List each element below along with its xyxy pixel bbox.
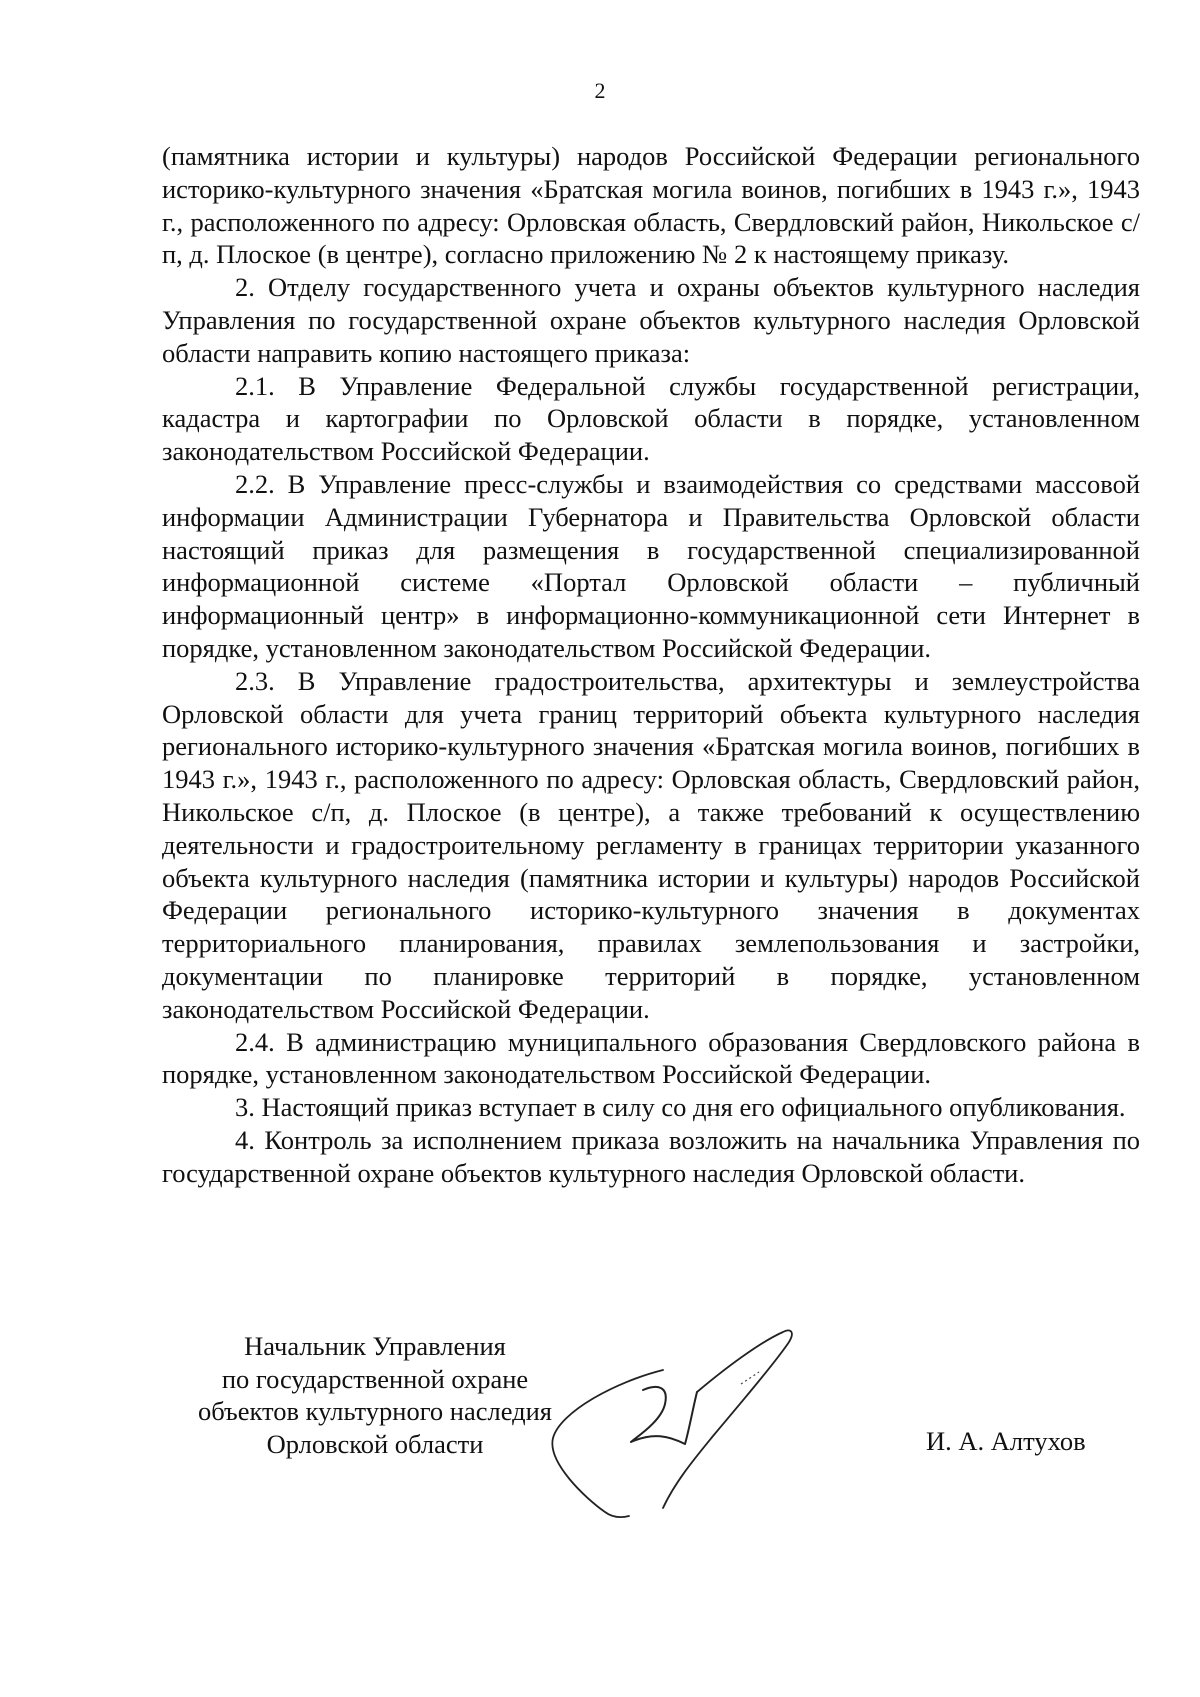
signer-position-line: Орловской области [266,1428,484,1459]
signer-position [140,1330,610,1460]
paragraph-item-2-4: 2.4. В администрацию муниципального образования Свердловского района в порядке, установленном законодательством Российской Федерации. [162,1026,1140,1090]
signer-name: И. А. Алтухов [926,1426,1086,1456]
paragraph-item-3: 3. Настоящий приказ вступает в силу со дня его официального опубликования. [235,1092,1126,1123]
paragraph-item-2-2: 2.2. В Управление пресс-службы и взаимодействия со средствами массовой информации Администрации Губернатора и Правительства Орловской области настоящий приказ для размещения в государственной специализированной информационной системе «Портал Орловской области – публичный информационный центр» в информационно-коммуникационной сети Интернет в порядке, установленном законодательством Российской Федерации. [162,468,1140,663]
paragraph-item-2-1: 2.1. В Управление Федеральной службы государственной регистрации, кадастра и картографии по Орловской области в порядке, установленном законодательством Российской Федерации. [162,370,1140,467]
handwritten-signature [545,1320,845,1520]
document-body [162,140,1140,1190]
paragraph-item-4: 4. Контроль за исполнением приказа возложить на начальника Управления по государственной охране объектов культурного наследия Орловской области. [162,1124,1140,1188]
signer-position-line: объектов культурного наследия [197,1396,552,1426]
paragraph-item-2: 2. Отделу государственного учета и охраны объектов культурного наследия Управления по государственной охране объектов культурного наследия Орловской области направить копию настоящего приказа: [162,272,1140,368]
paragraph-item-2-3: 2.3. В Управление градостроительства, архитектуры и землеустройства Орловской области для учета границ территорий объекта культурного наследия регионального историко-культурного значения «Братская могила воинов, погибших в 1943 г.», 1943 г., расположенного по адресу: Орловская область, Свердловский район, Никольское с/п, д. Плоское (в центре), а также требований к осуществлению деятельности и градостроительному регламенту в границах территории указанного объекта культурного наследия (памятника истории и культуры) народов Российской Федерации регионального историко-культурного значения в документах территориального планирования, правилах землепользования и застройки, документации по планировке территорий в порядке, установленном законодательством Российской Федерации. [162,665,1140,1024]
signer-position-line: по государственной охране [221,1363,529,1394]
page-number: 2 [594,78,606,103]
paragraph-continuation: (памятника истории и культуры) народов Российской Федерации регионального историко-культурного значения «Братская могила воинов, погибших в 1943 г.», 1943 г., расположенного по адресу: Орловская область, Свердловский район, Никольское с/п, д. Плоское (в центре), согласно приложению № 2 к настоящему приказу. [162,141,1140,270]
signer-position-line: Начальник Управления [244,1331,506,1361]
